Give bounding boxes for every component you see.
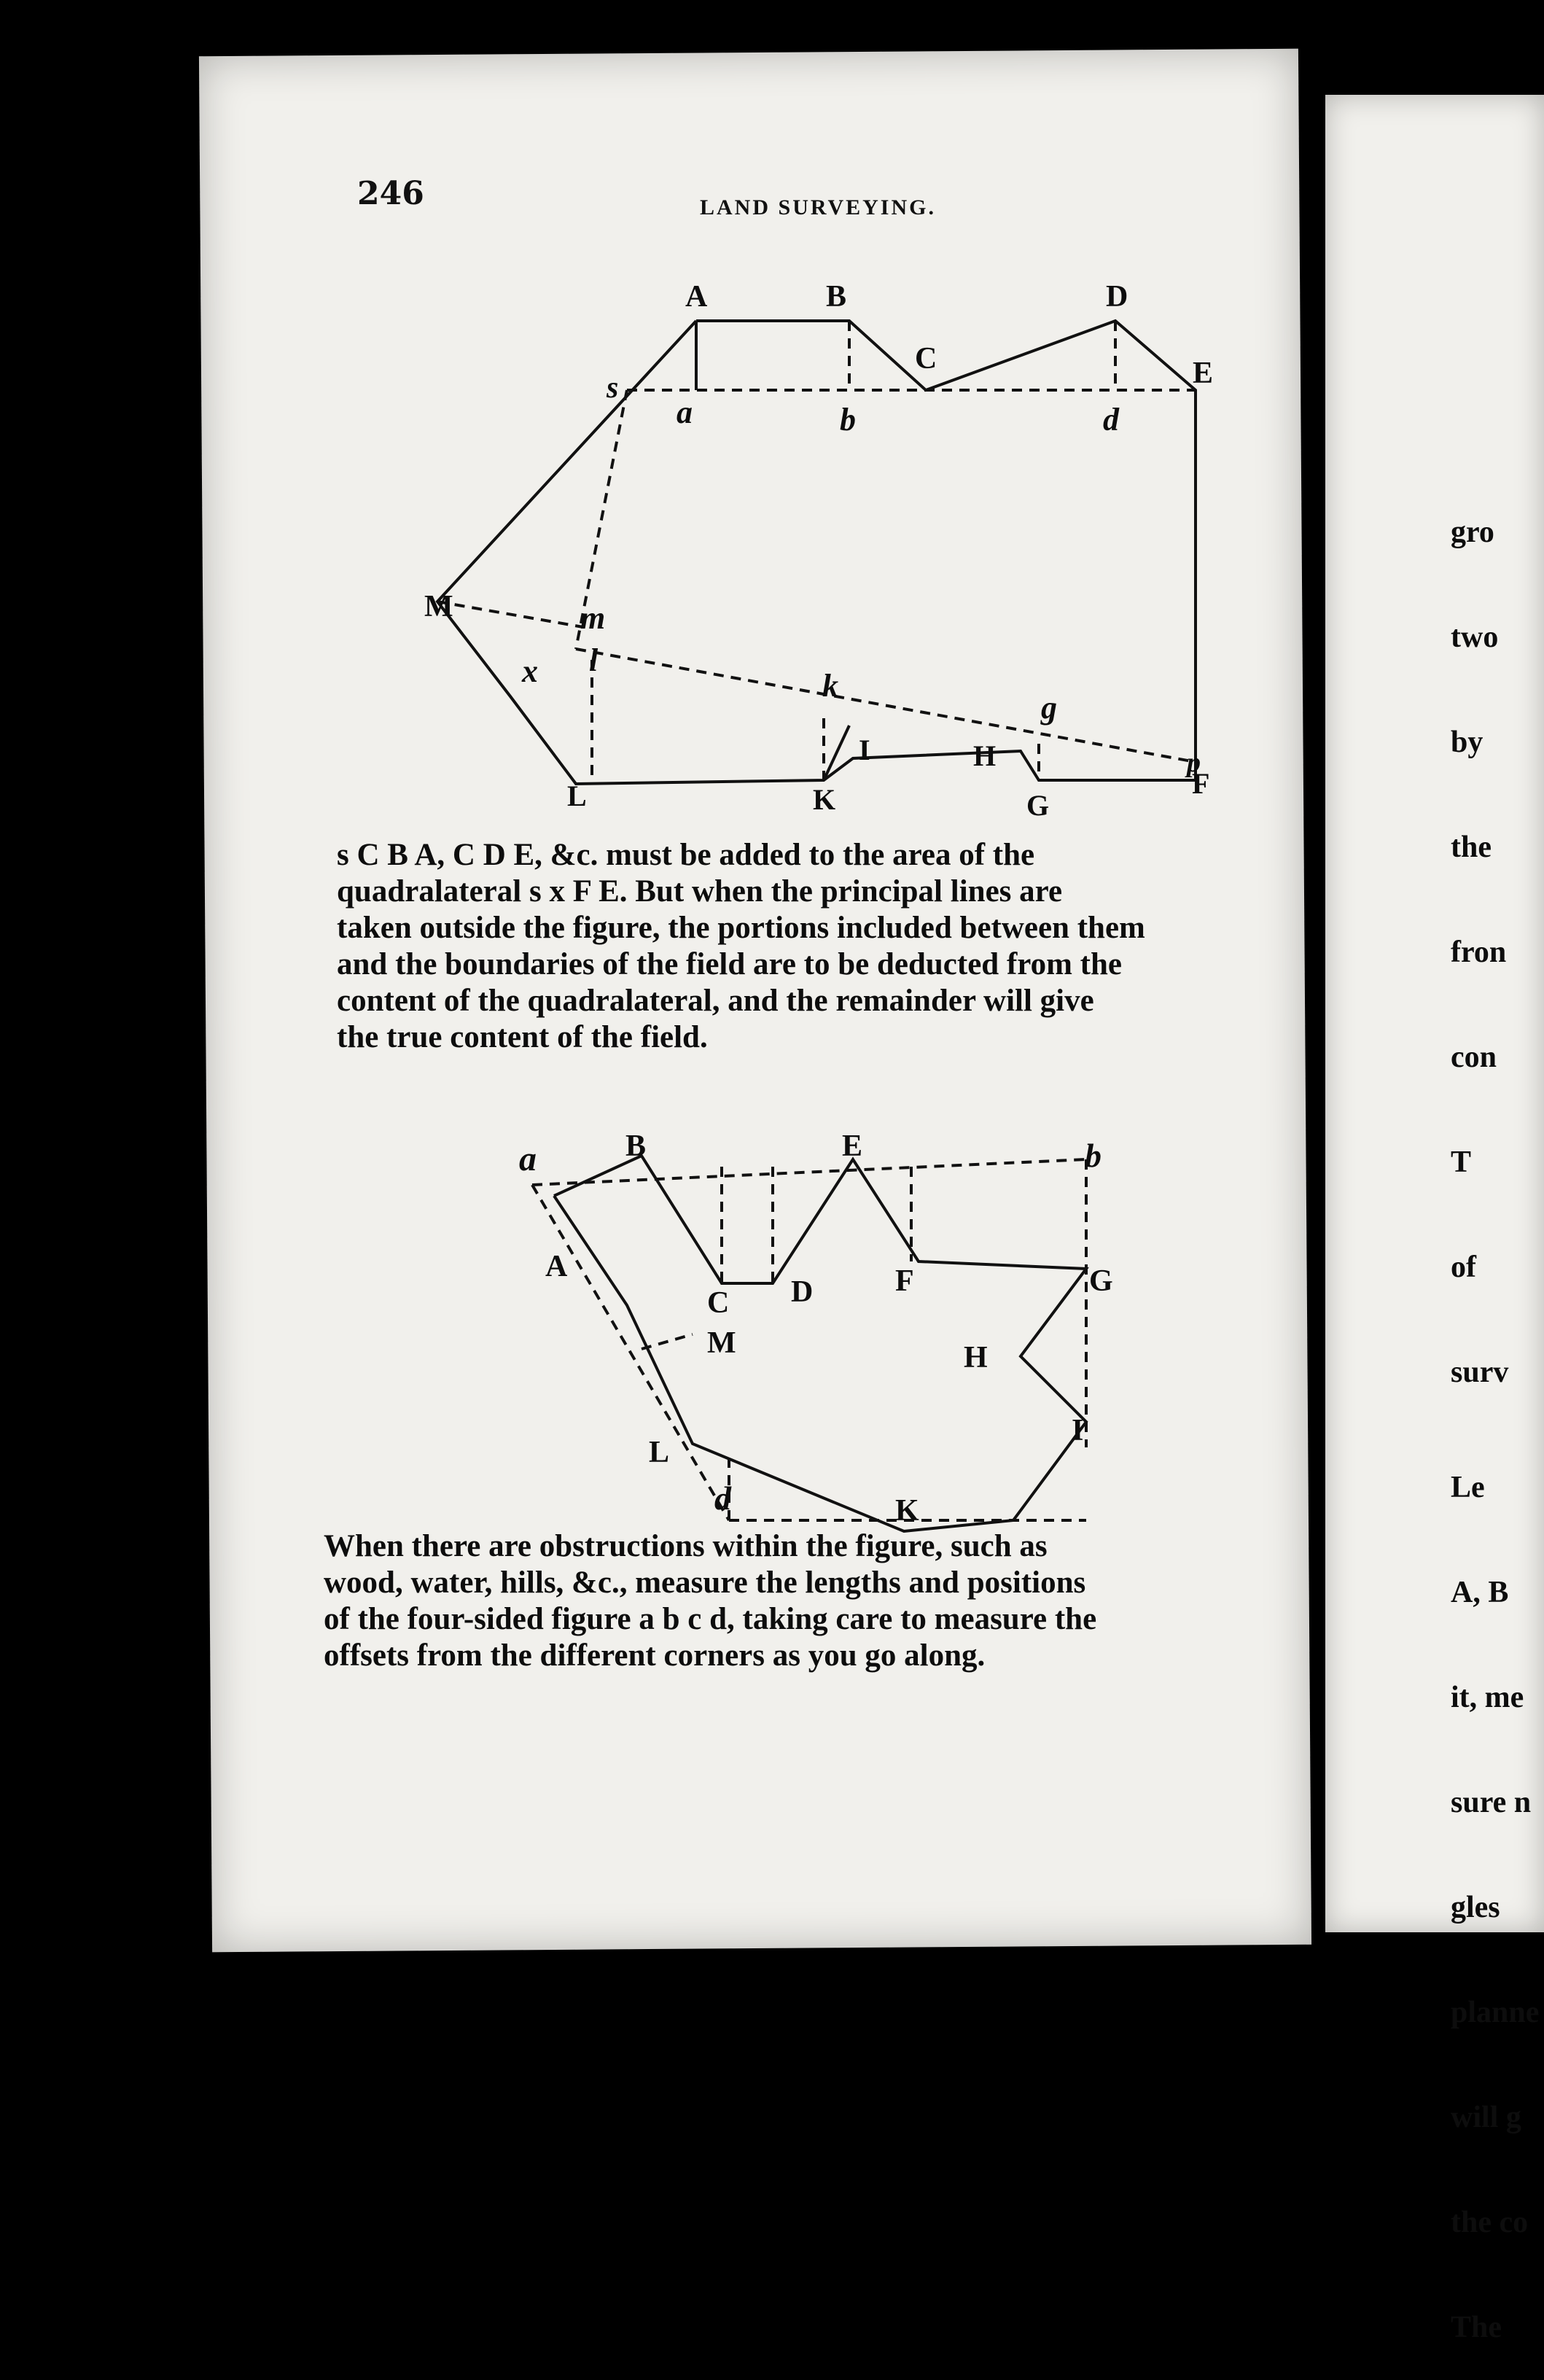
facing-fragment: T	[1451, 1146, 1472, 1179]
fig2-label-F: F	[895, 1264, 914, 1298]
paragraph-2-line-2: wood, water, hills, &c., measure the lengths and positions	[324, 1566, 1086, 1600]
fig2-label-M: M	[707, 1326, 736, 1360]
fig2-label-K: K	[895, 1494, 919, 1528]
facing-fragment: Le	[1451, 1471, 1485, 1504]
facing-fragment: A, B	[1451, 1576, 1509, 1609]
facing-fragment: the co	[1451, 2206, 1529, 2239]
facing-fragment: two	[1451, 621, 1499, 654]
fig1-label-A: A	[685, 280, 708, 314]
fig2-label-D: D	[791, 1275, 814, 1309]
facing-fragment: the	[1451, 831, 1492, 864]
fig1-label-s: s	[607, 371, 619, 405]
page-number: 246	[357, 175, 424, 212]
paragraph-1-line-4: and the boundaries of the field are to be deducted from the	[337, 947, 1122, 981]
paragraph-1-line-5: content of the quadralateral, and the remainder will give	[337, 984, 1094, 1018]
facing-fragment: surv	[1451, 1356, 1509, 1389]
fig2-label-L: L	[649, 1436, 670, 1469]
facing-fragment: gles	[1451, 1891, 1500, 1924]
fig1-label-E: E	[1193, 357, 1214, 390]
survey-figure-1	[0, 0, 1499, 824]
fig2-label-E: E	[842, 1129, 863, 1163]
fig1-label-M: M	[424, 590, 453, 623]
fig2-label-d: d	[714, 1479, 731, 1517]
paragraph-2-line-1: When there are obstructions within the figure, such as	[324, 1529, 1048, 1563]
fig1-label-C: C	[915, 342, 937, 376]
fig2-label-I: I	[1072, 1414, 1084, 1447]
paragraph-2	[324, 1528, 1301, 1674]
fig1-label-l: l	[589, 642, 599, 678]
fig2-label-C: C	[707, 1286, 730, 1320]
fig1-label-x: x	[522, 653, 538, 689]
facing-fragment: fron	[1451, 936, 1507, 969]
fig2-label-b: b	[1085, 1137, 1102, 1174]
fig1-label-d: d	[1103, 402, 1119, 438]
facing-fragment: it, me	[1451, 1681, 1524, 1714]
fig1-label-k: k	[822, 668, 838, 704]
facing-page-bottom-fragments	[1451, 1400, 1539, 2380]
facing-fragment: con	[1451, 1041, 1497, 1074]
facing-fragment: by	[1451, 726, 1483, 759]
fig2-label-A: A	[545, 1250, 568, 1283]
fig1-label-H: H	[973, 739, 997, 772]
paragraph-1-line-3: taken outside the figure, the portions included between them	[337, 911, 1145, 945]
fig2-label-G: G	[1089, 1264, 1113, 1298]
paragraph-2-line-4: offsets from the different corners as you go along.	[324, 1638, 986, 1673]
facing-fragment: planne	[1451, 1996, 1540, 2029]
fig1-label-D: D	[1106, 280, 1128, 314]
fig1-label-I: I	[859, 734, 870, 766]
fig1-label-p: p	[1187, 747, 1201, 778]
facing-fragment: gro	[1451, 516, 1494, 549]
paragraph-1-line-6: the true content of the field.	[337, 1020, 708, 1054]
fig1-label-L: L	[567, 779, 587, 812]
paragraph-1-line-2: quadralateral s x F E. But when the principal lines are	[337, 874, 1063, 909]
fig1-label-K: K	[813, 783, 836, 816]
facing-fragment: The	[1451, 2311, 1502, 2344]
fig1-label-m: m	[580, 600, 606, 636]
fig2-label-H: H	[964, 1341, 988, 1374]
figure2-boundary	[554, 1156, 1086, 1531]
fig2-label-a: a	[519, 1140, 537, 1178]
fig1-label-F: F	[1192, 767, 1210, 800]
paragraph-1-line-1: s C B A, C D E, &c. must be added to the area of the	[337, 838, 1035, 872]
fig2-label-B: B	[625, 1129, 647, 1163]
facing-fragment: of	[1451, 1251, 1476, 1284]
fig1-label-b: b	[840, 402, 856, 438]
fig1-label-g: g	[1041, 690, 1057, 726]
running-title: LAND SURVEYING.	[700, 195, 936, 219]
fig1-label-G: G	[1026, 789, 1050, 822]
paragraph-1	[337, 837, 1303, 1056]
facing-fragment: will g	[1451, 2101, 1521, 2134]
survey-figure-2	[0, 1057, 1499, 1528]
fig1-label-a: a	[677, 394, 693, 430]
paragraph-2-line-3: of the four-sided figure a b c d, taking care to measure the	[324, 1602, 1097, 1636]
facing-fragment: sure n	[1451, 1786, 1532, 1819]
facing-page-top-fragments	[1451, 445, 1508, 1425]
fig1-label-B: B	[826, 280, 847, 314]
